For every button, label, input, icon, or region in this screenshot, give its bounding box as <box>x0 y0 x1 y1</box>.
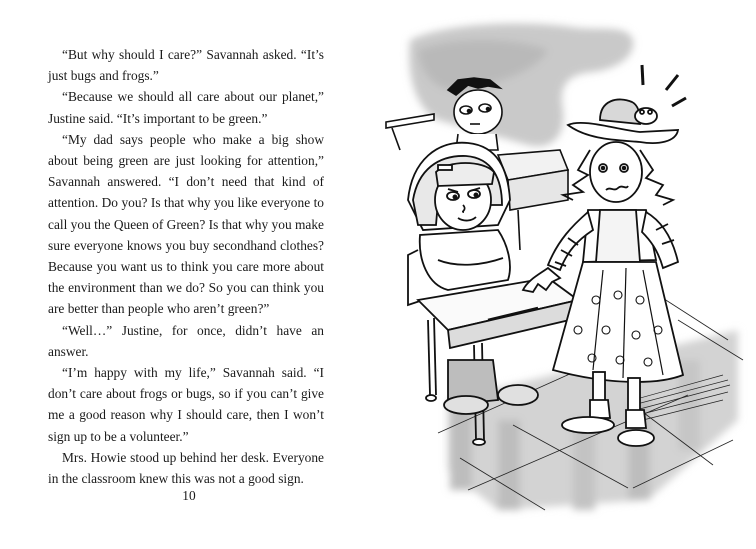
paragraph-4: “Well…” Justine, for once, didn’t have an answer. <box>48 322 324 359</box>
paragraph-3: “My dad says people who make a big show about being green are just looking for attention,” Savannah answered. “I don’t need that kind of attention. Do you? Is that why you like everyone to call you the Queen of Green? Is that why you make sure everyone knows you buy secondhand clothes? Because you want us to think you care more about the environment than we do? So you can think you are better than people who aren’t green?” <box>48 131 324 317</box>
paragraph-5: “I’m happy with my life,” Savannah said. “I don’t care about frogs or bugs, so if you can’t give me a good reason why I should care, then I won’t sign up to be a volunteer.” <box>48 365 324 444</box>
right-page <box>378 0 756 549</box>
story-text <box>48 44 324 489</box>
paragraph-1: “But why should I care?” Savannah asked. “It’s just bugs and frogs.” <box>48 47 324 84</box>
seated-girl-character <box>408 143 510 305</box>
paragraph-6: Mrs. Howie stood up behind her desk. Everyone in the classroom knew this was not a good sign. <box>48 449 324 487</box>
page-number: 10 <box>182 488 196 503</box>
classroom-illustration <box>378 0 756 549</box>
paragraph-2: “Because we should all care about our planet,” Justine said. “It’s important to be green.” <box>48 89 324 126</box>
